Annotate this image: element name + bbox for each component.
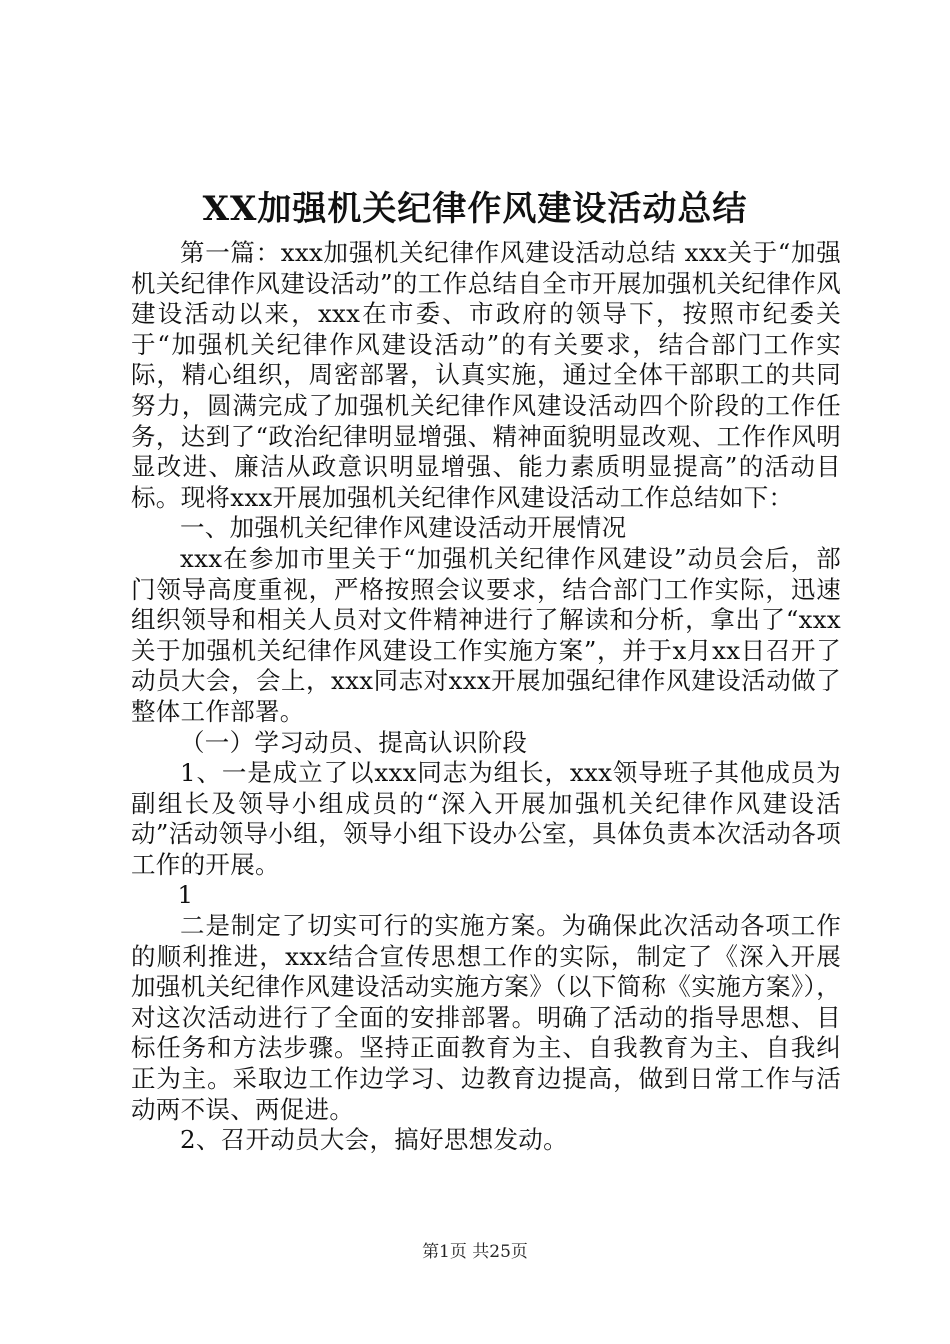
- paragraph-mobilization-meeting: 2、召开动员大会，搞好思想发动。: [180, 1125, 568, 1155]
- section-heading-1: 一、加强机关纪律作风建设活动开展情况: [180, 513, 627, 543]
- paragraph-leadership-group: 1、一是成立了以xxx同志为组长，xxx领导班子其他成员为副组长及领导小组成员的“深入开展加强机关纪律作风建设活动”活动领导小组，领导小组下设办公室，具体负责本次活动各项工作的开展。: [131, 758, 841, 879]
- document-title: XX加强机关纪律作风建设活动总结: [202, 189, 748, 229]
- paragraph-implementation-plan: 二是制定了切实可行的实施方案。为确保此次活动各项工作的顺利推进，xxx结合宣传思想工作的实际，制定了《深入开展加强机关纪律作风建设活动实施方案》（以下简称《实施方案》），对这次活动进行了全面的安排部署。明确了活动的指导思想、目标任务和方法步骤。坚持正面教育为主、自我教育为主、自我纠正为主。采取边工作边学习、边教育边提高，做到日常工作与活动两不误、两促进。: [131, 911, 841, 1124]
- document-body: [131, 238, 841, 1156]
- subsection-heading-1: （一）学习动员、提高认识阶段: [180, 727, 528, 757]
- stray-page-number: 1: [177, 880, 194, 910]
- paragraph-mobilization: xxx在参加市里关于“加强机关纪律作风建设”动员会后，部门领导高度重视，严格按照会议要求，结合部门工作实际，迅速组织领导和相关人员对文件精神进行了解读和分析，拿出了“xxx关于加强机关纪律作风建设工作实施方案”，并于x月xx日召开了动员大会，会上，xxx同志对xxx开展加强纪律作风建设活动做了整体工作部署。: [131, 543, 841, 726]
- page-footer: 第1页 共25页: [422, 1242, 528, 1262]
- paragraph-intro: 第一篇：xxx加强机关纪律作风建设活动总结 xxx关于“加强机关纪律作风建设活动”的工作总结自全市开展加强机关纪律作风建设活动以来，xxx在市委、市政府的领导下，按照市纪委关于“加强机关纪律作风建设活动”的有关要求，结合部门工作实际，精心组织，周密部署，认真实施，通过全体干部职工的共同努力，圆满完成了加强机关纪律作风建设活动四个阶段的工作任务，达到了“政治纪律明显增强、精神面貌明显改观、工作作风明显改进、廉洁从政意识明显增强、能力素质明显提高”的活动目标。现将xxx开展加强机关纪律作风建设活动工作总结如下：: [131, 238, 841, 512]
